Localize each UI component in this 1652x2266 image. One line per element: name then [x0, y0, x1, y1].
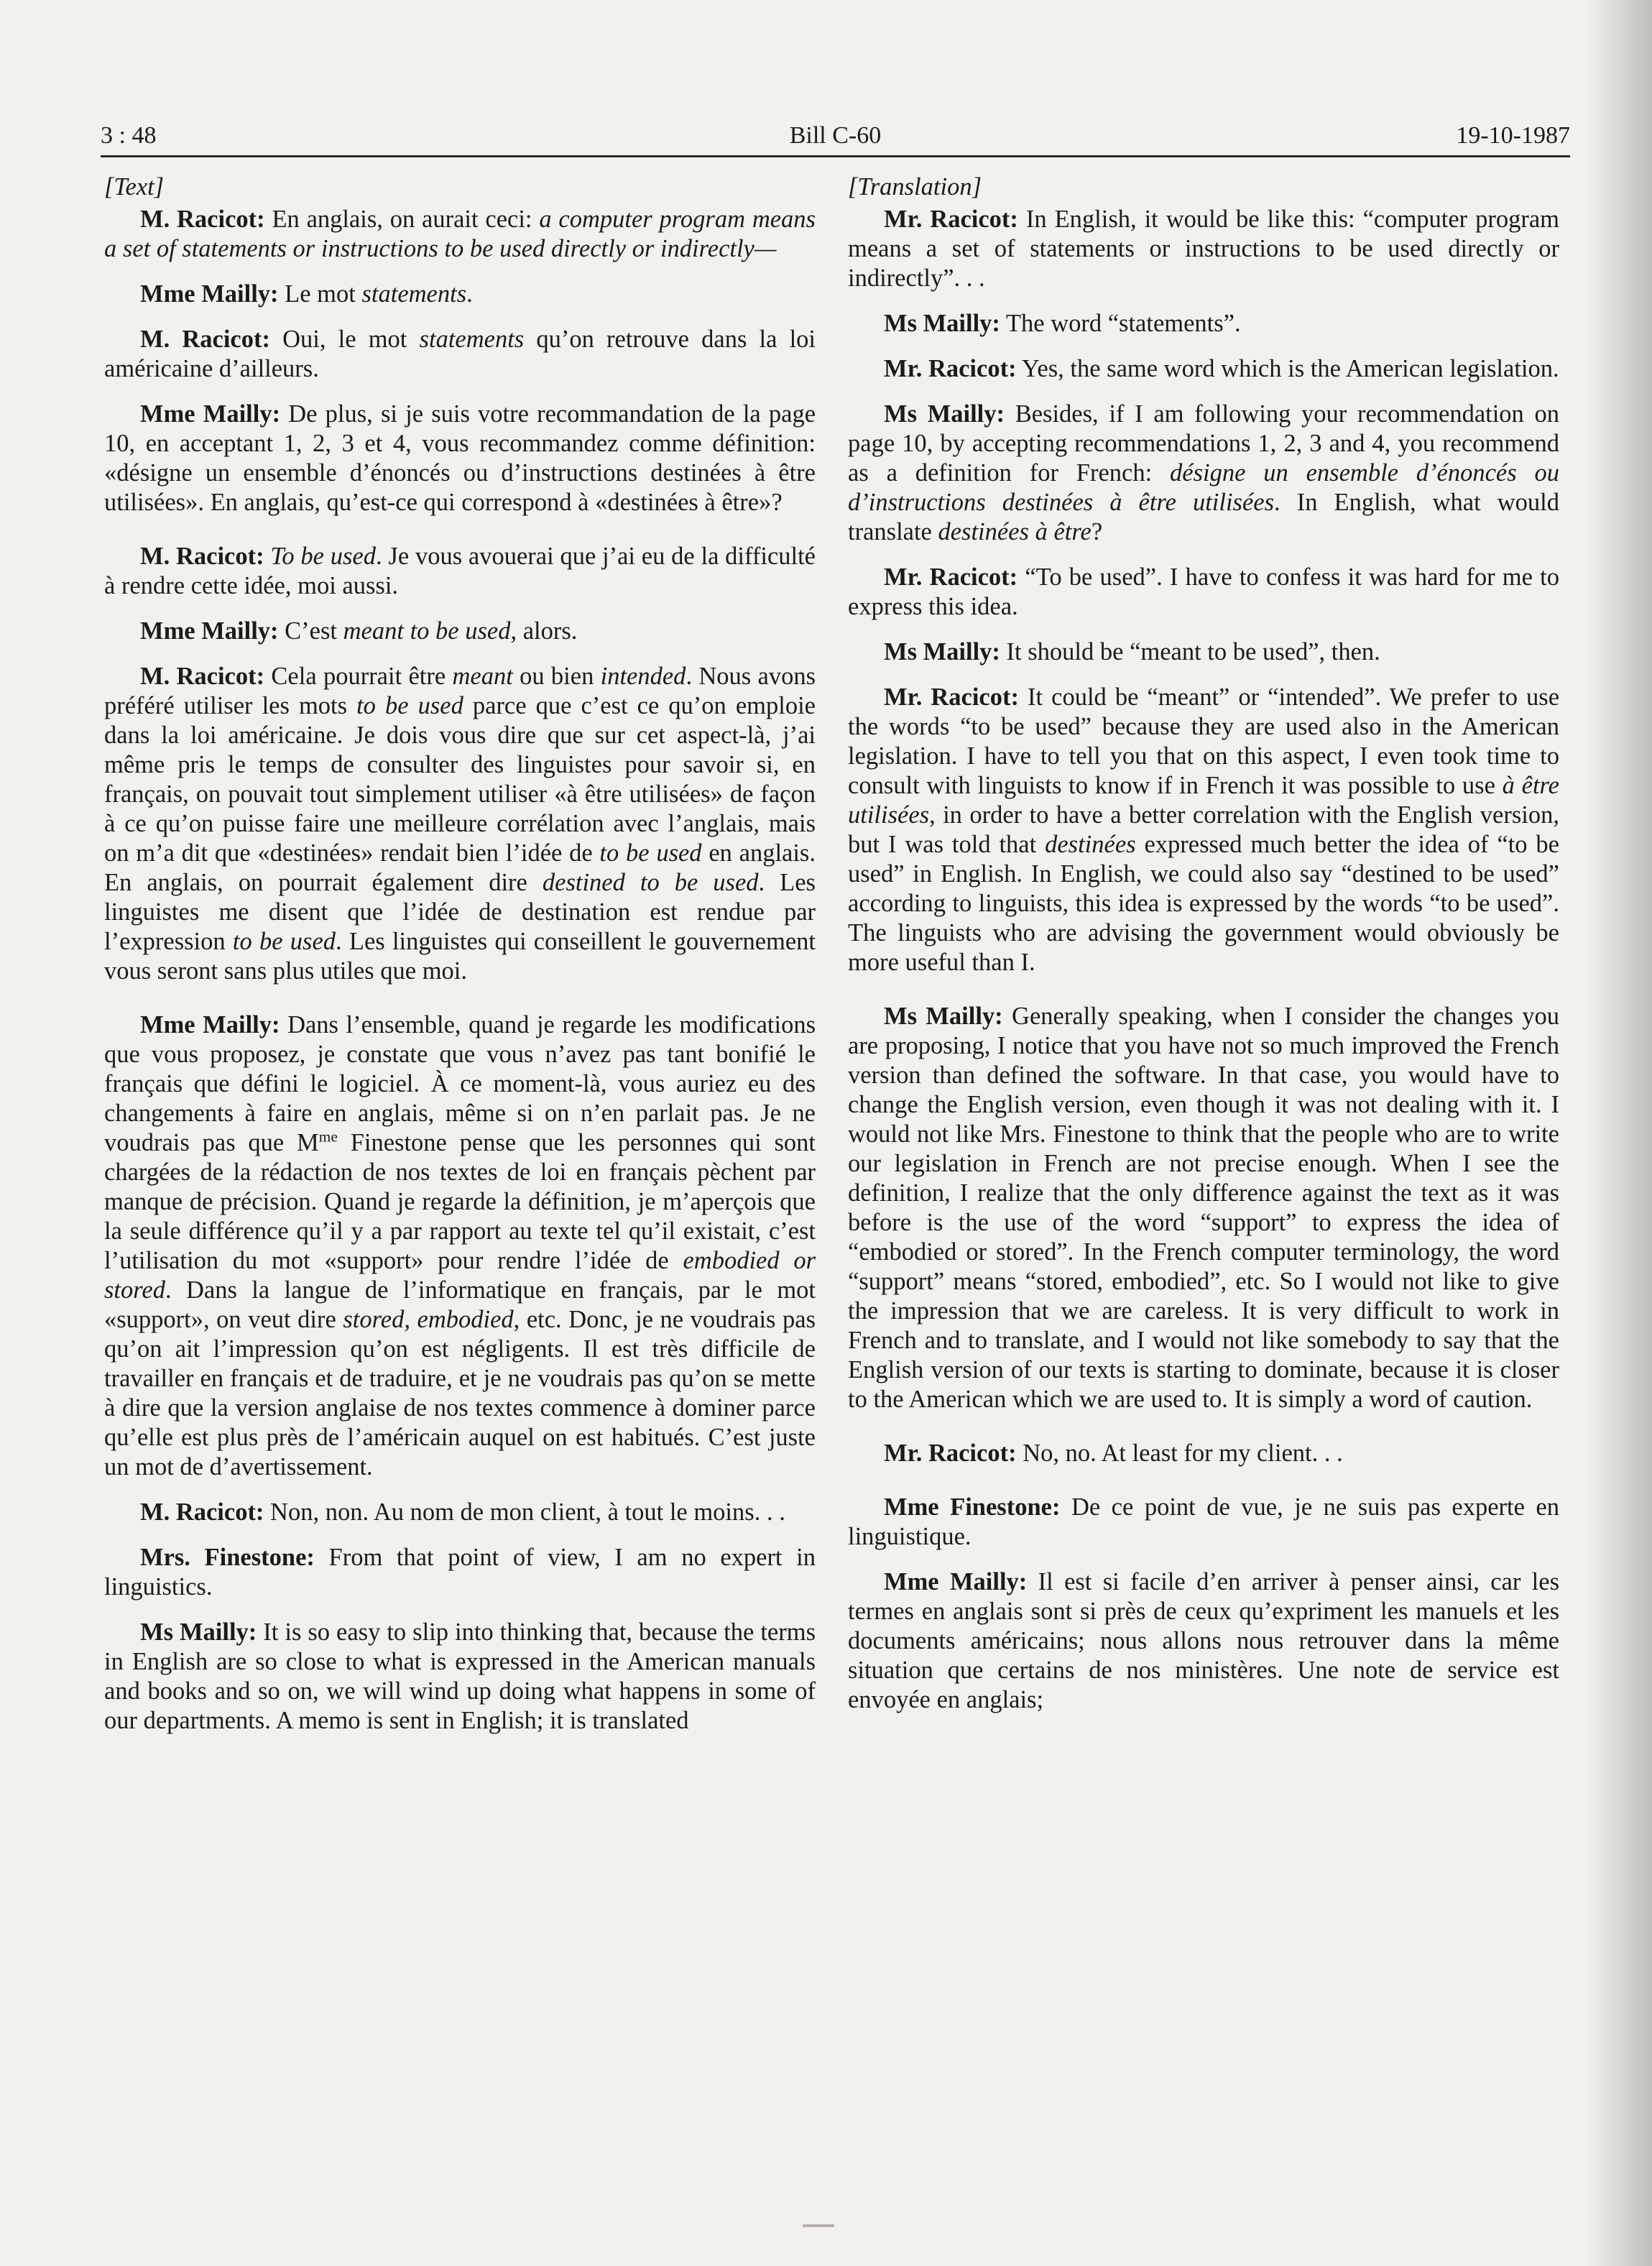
paragraph: Mme Mailly: Il est si facile d’en arriver à penser ainsi, car les termes en anglais sont si près de ceux qu’expriment les manuels et les documents américains; nous allons nous retrouver dans la même situation que certains de nos ministères. Une note de service est envoyée en anglais; [848, 1568, 1560, 1713]
page-header [101, 115, 1570, 157]
speaker-name: Mme Mailly: [140, 280, 279, 308]
speaker-name: M. Racicot: [140, 663, 265, 690]
speaker-name: Ms Mailly: [884, 400, 1005, 428]
paragraph: M. Racicot: En anglais, on aurait ceci: a computer program means a set of statements or instructions to be used directly or indirectly— [104, 206, 816, 262]
speaker-name: M. Racicot: [140, 1498, 264, 1526]
speaker-name: M. Racicot: [140, 543, 264, 570]
paragraph: M. Racicot: Non, non. Au nom de mon client, à tout le moins. . . [140, 1498, 785, 1526]
speaker-name: Mme Mailly: [884, 1568, 1028, 1595]
paragraph: Mrs. Finestone: From that point of view, I am no expert in linguistics. [104, 1544, 816, 1601]
speaker-name: Mme Mailly: [140, 617, 279, 645]
page-footer-mark [803, 2224, 834, 2227]
bill-title: Bill C-60 [789, 122, 882, 149]
paragraph: M. Racicot: Cela pourrait être meant ou bien intended. Nous avons préféré utiliser les mots to be used parce que c’est ce qu’on emploie dans la loi américaine. Je dois vous dire que sur cet aspect-là, j’ai même pris le temps de consulter des linguistes pour savoir si, en français, on pouvait tout simplement utiliser «à être utilisées» de façon à ce qu’on puisse faire une meilleure corrélation avec l’anglais, mais on m’a dit que «destinées» rendait bien l’idée de to be used en anglais. En anglais, on pourrait également dire destined to be used. Les linguistes me disent que l’idée de destination est rendue par l’expression to be used. Les linguistes qui conseillent le gouvernement vous seront sans plus utiles que moi. [104, 663, 816, 985]
speaker-name: Mme Mailly: [140, 1011, 280, 1038]
speaker-name: Mme Mailly: [140, 400, 281, 428]
speaker-name: Ms Mailly: [884, 1003, 1003, 1030]
paragraph: Ms Mailly: It should be “meant to be used”, then. [884, 638, 1380, 665]
paragraph: Ms Mailly: The word “statements”. [884, 310, 1241, 337]
paragraph: Ms Mailly: Generally speaking, when I consider the changes you are proposing, I notice that you have not so much improved the French version than defined the software. In that case, you would have to change the English version, even though it was not dealing with it. I would not like Mrs. Finestone to think that the people who are to write our legislation in French are not precise enough. When I see the definition, I realize that the only difference against the text as it was before is the use of the word “support” to express the idea of “embodied or stored”. In the French computer terminology, the word “support” means “stored, embodied”, etc. So I would not like to give the impression that we are careless. It is very difficult to work in French and to translate, and I would not like somebody to say that the English version of our texts is starting to dominate, because it is closer to the American which we are used to. It is simply a word of caution. [848, 1003, 1560, 1413]
paragraph: Ms Mailly: Besides, if I am following your recommendation on page 10, by accepting recommendations 1, 2, 3 and 4, you recommend as a definition for French: désigne un ensemble d’énoncés ou d’instructions destinées à être utilisées. In English, what would translate destinées à être? [848, 400, 1560, 545]
column-label-translation: [Translation] [848, 173, 982, 201]
paragraph: Mme Mailly: De plus, si je suis votre recommandation de la page 10, en acceptant 1, 2, 3 et 4, vous recommandez comme définition: «désigne un ensemble d’énoncés ou d’instructions destinées à être utilisées». En anglais, qu’est-ce qui correspond à «destinées à être»? [104, 400, 816, 516]
paragraph: Mme Mailly: Dans l’ensemble, quand je regarde les modifications que vous proposez, je constate que vous n’avez pas tant bonifié le français que défini le logiciel. À ce moment-là, vous auriez eu des changements à faire en anglais, même si on n’en parlait pas. Je ne voudrais pas que $M^{me}$ Finestone pense que les personnes qui sont chargées de la rédaction de nos textes de loi en français pèchent par manque de précision. Quand je regarde la définition, je m’aperçois que la seule différence qu’il y a par rapport au texte tel qu’il existait, c’est l’utilisation du mot «support» pour rendre l’idée de embodied or stored. Dans la langue de l’informatique en français, par le mot «support», on veut dire stored, embodied, etc. Donc, je ne voudrais pas qu’on ait l’impression qu’on est négligents. Il est très difficile de travailler en français et de traduire, et je ne voudrais pas qu’on se mette à dire que la version anglaise de nos textes commence à dominer parce qu’elle est plus près de l’américain auquel on est habitués. C’est juste un mot de d’avertissement. [104, 1011, 816, 1480]
speaker-name: Mr. Racicot: [884, 563, 1018, 591]
paragraph: Mme Mailly: Le mot statements. [140, 280, 473, 308]
paragraph: M. Racicot: To be used. Je vous avouerai que j’ai eu de la difficulté à rendre cette idée, moi aussi. [104, 543, 816, 599]
paragraph: Mr. Racicot: “To be used”. I have to confess it was hard for me to express this idea. [848, 563, 1559, 620]
paragraph: Mme Mailly: C’est meant to be used, alors. [140, 617, 578, 645]
speaker-name: Mme Finestone: [884, 1493, 1061, 1521]
speaker-name: Ms Mailly: [884, 310, 1000, 337]
left-column-text [104, 172, 816, 1751]
speaker-name: M. Racicot: [140, 206, 265, 233]
paragraph: Mr. Racicot: Yes, the same word which is the American legislation. [884, 355, 1559, 382]
right-column-text [848, 172, 1559, 1731]
speaker-name: Mr. Racicot: [884, 683, 1019, 711]
speaker-name: Mrs. Finestone: [140, 1544, 315, 1571]
column-label-text: [Text] [104, 173, 165, 201]
header-date: 19-10-1987 [1456, 122, 1570, 149]
paragraph: Mr. Racicot: In English, it would be like this: “computer program means a set of statements or instructions to be used directly or indirectly”. . . [848, 206, 1560, 292]
page-reference: 3 : 48 [101, 122, 157, 149]
paragraph: Mme Finestone: De ce point de vue, je ne suis pas experte en linguistique. [848, 1493, 1559, 1550]
paragraph: Mr. Racicot: It could be “meant” or “intended”. We prefer to use the words “to be used” because they are used also in the American legislation. I have to tell you that on this aspect, I even took time to consult with linguists to know if in French it was possible to use à être utilisées, in order to have a better correlation with the English version, but I was told that destinées expressed much better the idea of “to be used” in English. In English, we could also say “destined to be used” according to linguists, this idea is expressed by the words “to be used”. The linguists who are advising the government would obviously be more useful than I. [848, 683, 1560, 976]
speaker-name: Mr. Racicot: [884, 206, 1018, 233]
speaker-name: Mr. Racicot: [884, 355, 1017, 382]
speaker-name: Mr. Racicot: [884, 1440, 1017, 1467]
paragraph: Ms Mailly: It is so easy to slip into thinking that, because the terms in English are so close to what is expressed in the American manuals and books and so on, we will wind up doing what happens in some of our departments. A memo is sent in English; it is translated [104, 1618, 816, 1734]
speaker-name: M. Racicot: [140, 326, 270, 353]
paragraph: Mr. Racicot: No, no. At least for my client. . . [884, 1440, 1343, 1467]
speaker-name: Ms Mailly: [140, 1618, 257, 1646]
paragraph: M. Racicot: Oui, le mot statements qu’on retrouve dans la loi américaine d’ailleurs. [104, 326, 816, 382]
speaker-name: Ms Mailly: [884, 638, 1000, 665]
scan-shadow-edge [1587, 0, 1652, 2266]
